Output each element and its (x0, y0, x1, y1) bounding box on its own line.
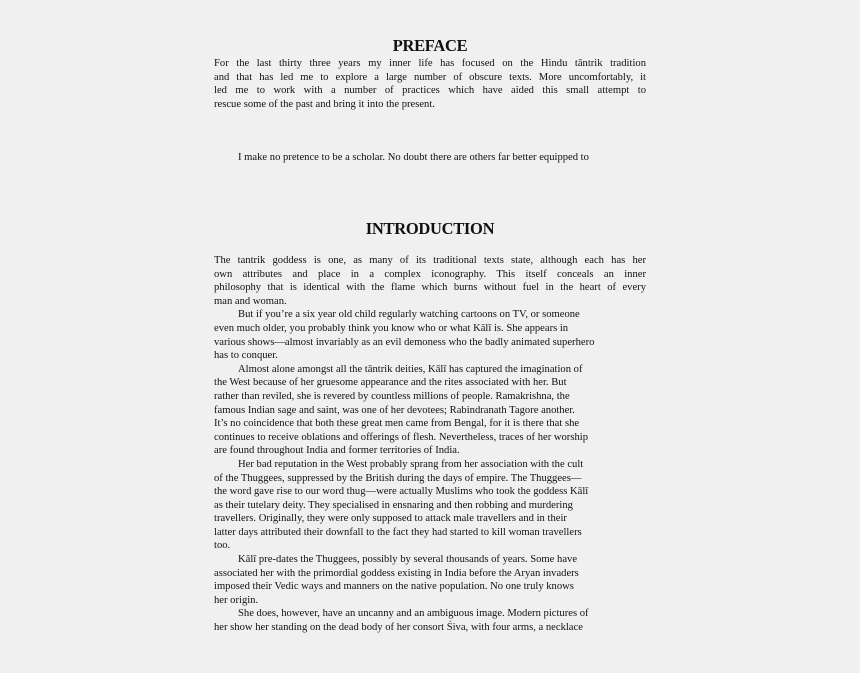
text-line: of the Thuggees, suppressed by the British during the days of empire. The Thuggees— (214, 472, 582, 484)
text-line: her show her standing on the dead body of her consort Śiva, with four arms, a necklace (214, 622, 583, 634)
text-line: her origin. (214, 594, 259, 606)
text-line: and that has led me to explore a large number of obscure texts. More uncomfortably, it (214, 71, 646, 83)
text-line: too. (214, 540, 231, 552)
text-line: philosophy that is identical with the flame which burns without fuel in the heart of every (214, 282, 646, 294)
text-line: But if you’re a six year old child regularly watching cartoons on TV, or someone (238, 309, 580, 321)
text-line: famous Indian sage and saint, was one of her devotees; Rabindranath Tagore another. (214, 404, 575, 416)
text-line: various shows—almost invariably as an evil demoness who the badly animated superhero (214, 336, 595, 348)
text-line: led me to work with a number of practices which have aided this small attempt to (214, 85, 646, 97)
text-line: travellers. Originally, they were only supposed to attack male travellers and in their (214, 513, 567, 525)
introduction-heading: INTRODUCTION (365, 219, 495, 238)
text-line: Kālī pre-dates the Thuggees, possibly by several thousands of years. Some have (238, 554, 578, 566)
introduction-body (214, 254, 646, 635)
text-line: own attributes and place in a complex iconography. This itself conceals an inner (214, 268, 646, 280)
text-line: man and woman. (214, 295, 287, 307)
text-line: She does, however, have an uncanny and an ambiguous image. Modern pictures of (238, 608, 589, 620)
text-line: rather than reviled, she is revered by countless millions of people. Ramakrishna, the (214, 390, 570, 402)
text-line: It’s no coincidence that both these great men came from Bengal, for it is there that she (214, 418, 580, 430)
text-line: The tantrik goddess is one, as many of its traditional texts state, although each has her (214, 255, 646, 266)
text-line: the West because of her gruesome appearance and the rites associated with her. But (214, 377, 567, 389)
text-line: rescue some of the past and bring it into the present. (214, 98, 435, 110)
preface-paragraph-2 (214, 151, 646, 165)
preface-heading: PREFACE (392, 36, 468, 55)
text-line: I make no pretence to be a scholar. No doubt there are others far better equipped to (238, 152, 589, 163)
text-line: Almost alone amongst all the tāntrik deities, Kālī has captured the imagination of (238, 363, 583, 375)
text-line: even much older, you probably think you know who or what Kālī is. She appears in (214, 322, 569, 334)
text-line: the word gave rise to our word thug—were actually Muslims who took the goddess Kālī (214, 486, 589, 498)
text-line: has to conquer. (214, 350, 278, 362)
text-line: For the last thirty three years my inner life has focused on the Hindu tāntrik tradition (214, 58, 646, 69)
text-line: imposed their Vedic ways and manners on the native population. No one truly knows (214, 581, 574, 593)
preface-paragraph-1 (214, 57, 646, 111)
text-line: as their tutelary deity. They specialised in ensnaring and then robbing and murdering (214, 499, 573, 511)
text-line: are found throughout India and former territories of India. (214, 445, 460, 457)
text-line: Her bad reputation in the West probably sprang from her association with the cult (238, 458, 584, 470)
text-line: associated her with the primordial goddess existing in India before the Aryan invaders (214, 567, 579, 579)
text-line: latter days attributed their downfall to the fact they had started to kill woman travellers (214, 526, 582, 538)
text-line: continues to receive oblations and offerings of flesh. Nevertheless, traces of her worship (214, 431, 588, 443)
